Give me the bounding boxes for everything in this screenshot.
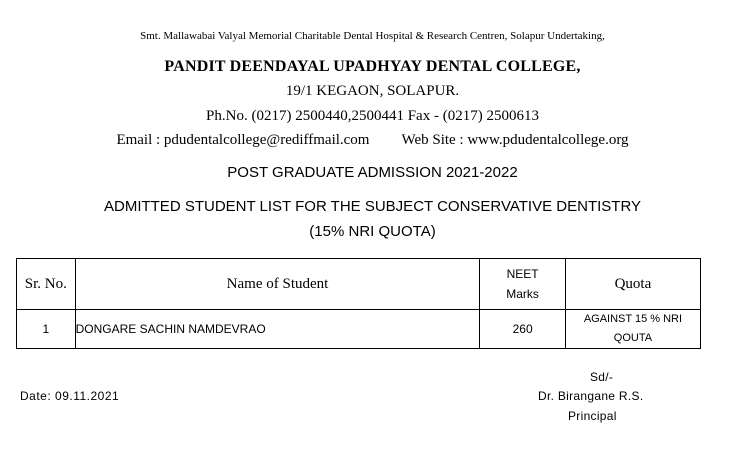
signed-mark: Sd/- [590, 370, 614, 384]
signer-designation: Principal [568, 409, 617, 423]
header-neet-line1: NEET [506, 267, 539, 281]
header-neet-line2: Marks [506, 287, 539, 301]
college-website: Web Site : www.pdudentalcollege.org [401, 132, 629, 148]
college-name: PANDIT DEENDAYAL UPADHYAY DENTAL COLLEGE, [164, 58, 581, 75]
cell-sr-no: 1 [17, 310, 76, 349]
college-phone: Ph.No. (0217) 2500440,2500441 Fax - (0217) 2500613 [206, 108, 539, 124]
student-table [16, 258, 701, 349]
table-header-row [17, 259, 701, 310]
cell-student-name: DONGARE SACHIN NAMDEVRAO [75, 310, 480, 349]
college-contact [0, 132, 745, 149]
header-student-name: Name of Student [75, 259, 480, 310]
signer-name: Dr. Birangane R.S. [538, 389, 644, 403]
table-row [17, 310, 701, 349]
cell-neet-marks: 260 [480, 310, 565, 349]
quota-title: (15% NRI QUOTA) [309, 223, 436, 240]
issue-date: Date: 09.11.2021 [20, 389, 120, 403]
header-quota: Quota [565, 259, 700, 310]
college-email: Email : pdudentalcollege@rediffmail.com [116, 132, 370, 148]
cell-quota-line2: QOUTA [613, 332, 653, 344]
cell-quota [565, 310, 700, 349]
college-address: 19/1 KEGAON, SOLAPUR. [285, 83, 460, 99]
cell-quota-line1: AGAINST 15 % NRI [583, 313, 683, 325]
subject-title: ADMITTED STUDENT LIST FOR THE SUBJECT CONSERVATIVE DENTISTRY [103, 198, 642, 215]
admission-title: POST GRADUATE ADMISSION 2021-2022 [227, 164, 518, 181]
header-neet-marks [480, 259, 565, 310]
trust-name: Smt. Mallawabai Valyal Memorial Charitable Dental Hospital & Research Centren, Solapur Undertaking, [140, 30, 605, 42]
header-sr-no: Sr. No. [17, 259, 76, 310]
